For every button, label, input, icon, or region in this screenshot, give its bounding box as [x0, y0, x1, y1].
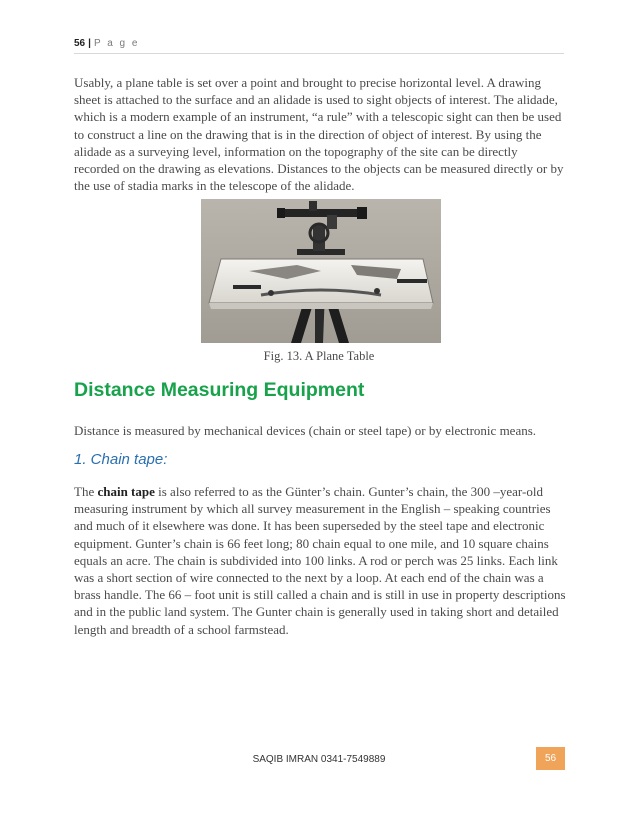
header-page-number: 56 [74, 38, 86, 49]
paragraph-chain-tape-body: is also referred to as the Günter’s chain. Gunter’s chain, the 300 –year-old measuring instrument by which all survey measurement in the English – speaking countries and much of it elsewhere was done. It has been superseded by the steel tape and electronic equipment. Gunter’s chain is 66 feet long; 80 chain equal to one mile, and 10 square chains equals an acre. The chain is subdivided into 100 links. A rod or perch was 25 links. Each link was a short section of wire connected to the next by a loop. At each end of the chain was a brass handle. The 66 – foot unit is still called a chain and is still in use in property descriptions and in the public land system. The Gunter chain is generally used in taking short and detailed length and breadth of a school farmstead. [74, 484, 566, 637]
header-page-label: P a g e [93, 38, 140, 49]
paragraph-chain-tape-lead: The [74, 484, 98, 499]
figure-caption: Fig. 13. A Plane Table [263, 349, 375, 363]
footer-page-number-box: 56 [536, 747, 565, 770]
section-heading: Distance Measuring Equipment [74, 379, 365, 401]
header-divider [74, 53, 564, 54]
subheading-chain-tape: 1. Chain tape: [74, 451, 168, 468]
plane-table-photo [201, 199, 441, 343]
page-header [74, 38, 564, 49]
paragraph-distance-measuring: Distance is measured by mechanical devices (chain or steel tape) or by electronic means. [74, 423, 537, 438]
paragraph-chain-tape [74, 483, 566, 638]
paragraph-plane-table: Usably, a plane table is set over a point and brought to precise horizontal level. A drawing sheet is attached to the surface and an alidade is used to sight objects of interest. The alidade, which is a modern example of an instrument, “a rule” with a telescopic sight can then be used to construct a line on the drawing that is in the direction of object of interest. By using the alidade as a surveying level, information on the topography of the site can be directly recorded on the drawing as elevations. Distances to the objects can be measured directly or by the use of stadia marks in the telescope of the alidade. [74, 75, 564, 194]
footer-author: SAQIB IMRAN 0341-7549889 [252, 754, 386, 765]
drawing-board-icon [209, 259, 433, 309]
term-chain-tape: chain tape [97, 484, 155, 499]
plane-table-illustration [201, 199, 441, 343]
header-separator: | [88, 38, 91, 49]
